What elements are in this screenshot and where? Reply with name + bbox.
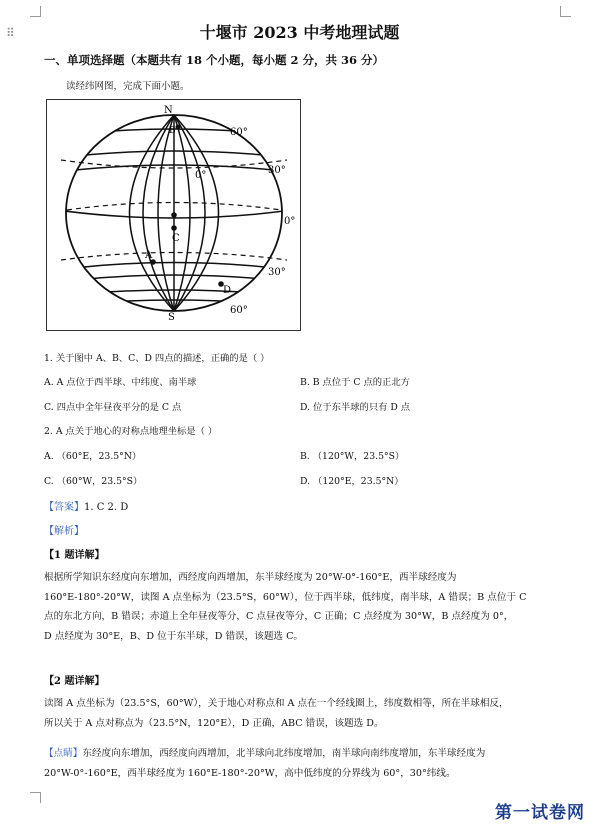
label-lat-60n: 60° <box>230 127 248 138</box>
intro-text: 读经纬网图，完成下面小题。 <box>66 81 190 92</box>
globe-svg <box>47 100 300 330</box>
q1-option-d: D. 位于东半球的只有 D 点 <box>300 402 411 413</box>
label-s: S <box>168 312 175 323</box>
label-b: B <box>169 126 176 136</box>
detail1-paragraph <box>44 568 564 646</box>
label-lat-30n: 30° <box>268 165 286 176</box>
analysis-label: 【解析】 <box>44 526 84 537</box>
tip-line-text: 东经度向东增加，西经度向西增加，北半球向北纬度增加，南半球向南纬度增加，东半球经度为 <box>82 748 486 759</box>
q1-option-a: A. A 点位于西半球、中纬度、南半球 <box>44 377 197 388</box>
tip-label: 【点睛】 <box>44 748 83 759</box>
label-c: C <box>172 233 180 244</box>
label-equator-0: 0° <box>284 216 296 227</box>
q2-stem: 2. A 点关于地心的对称点地理坐标是（ ） <box>44 426 218 437</box>
answer-line <box>44 498 128 513</box>
point-c-marker-upper <box>171 212 177 218</box>
tip-paragraph <box>44 744 564 783</box>
detail2-line: 所以关于 A 点对称点为（23.5°N，120°E），D 正确，ABC 错误，该题选 D。 <box>44 717 384 729</box>
tip-line <box>44 744 564 764</box>
site-watermark: 第一试卷网 <box>495 803 585 823</box>
point-b-marker <box>176 125 181 130</box>
q1-stem: 1. 关于图中 A、B、C、D 四点的描述，正确的是（ ） <box>44 353 270 364</box>
section-heading: 一、单项选择题（本题共有 18 个小题，每小题 2 分，共 36 分） <box>44 53 385 67</box>
detail2-label: 【2 题详解】 <box>44 676 105 687</box>
q1-option-b: B. B 点位于 C 点的正北方 <box>300 377 410 388</box>
page-title: 十堰市 2023 中考地理试题 <box>199 23 400 42</box>
globe-figure <box>46 99 301 331</box>
meridian-e1 <box>174 115 190 311</box>
tip-line: 20°W-0°-160°E，西半球经度为 160°E-180°-20°W，高中低纬度的分界线为 60°，30°纬线。 <box>44 767 456 779</box>
corner-mark-top-right <box>560 6 571 17</box>
detail1-line: D 点经度为 30°E，B、D 位于东半球，D 错误，该题选 C。 <box>44 630 304 642</box>
point-c-marker <box>171 225 177 231</box>
corner-mark-top-left <box>30 6 41 17</box>
label-d: D <box>223 285 232 296</box>
detail2-paragraph <box>44 694 564 733</box>
q2-option-a: A. （60°E，23.5°N） <box>44 451 142 462</box>
detail2-line: 读图 A 点坐标为（23.5°S，60°W），关于地心对称点和 A 点在一个经线圈上，纬度数相等，所在半球相反， <box>44 698 509 709</box>
answer-label: 【答案】 <box>44 502 84 513</box>
meridian-w1 <box>158 115 174 311</box>
drag-handle-icon[interactable]: ⠿ <box>6 26 15 40</box>
label-lat-60s: 60° <box>230 305 248 316</box>
q1-option-c: C. 四点中全年昼夜平分的是 C 点 <box>44 402 182 413</box>
detail1-line: 根据所学知识东经度向东增加，西经度向西增加，东半球经度为 20°W-0°-160°E，西半球经度为 <box>44 572 457 583</box>
detail1-line: 160°E-180°-20°W，读图 A 点坐标为（23.5°S，60°W），位于西半球，低纬度，南半球，A 错误；B 点位于 C <box>44 591 527 603</box>
label-n: N <box>164 105 173 116</box>
label-lat-30s: 30° <box>268 267 286 278</box>
detail1-label: 【1 题详解】 <box>44 550 105 561</box>
label-lon-0: 0° <box>195 170 207 181</box>
q2-option-c: C. （60°W，23.5°S） <box>44 476 143 487</box>
label-a: A <box>145 250 153 261</box>
q2-option-b: B. （120°W，23.5°S） <box>300 451 405 462</box>
meridian-w3 <box>130 115 175 311</box>
detail1-line: 点的东北方向，B 错误；赤道上全年昼夜等分，C 点昼夜等分，C 正确；C 点经度为 30°W，B 点经度为 0°， <box>44 611 514 622</box>
answer-value: 1. C 2. D <box>84 502 129 513</box>
q2-option-d: D. （120°E，23.5°N） <box>300 476 404 487</box>
corner-mark-bottom-left <box>30 792 41 803</box>
meridian-e3 <box>174 115 219 311</box>
